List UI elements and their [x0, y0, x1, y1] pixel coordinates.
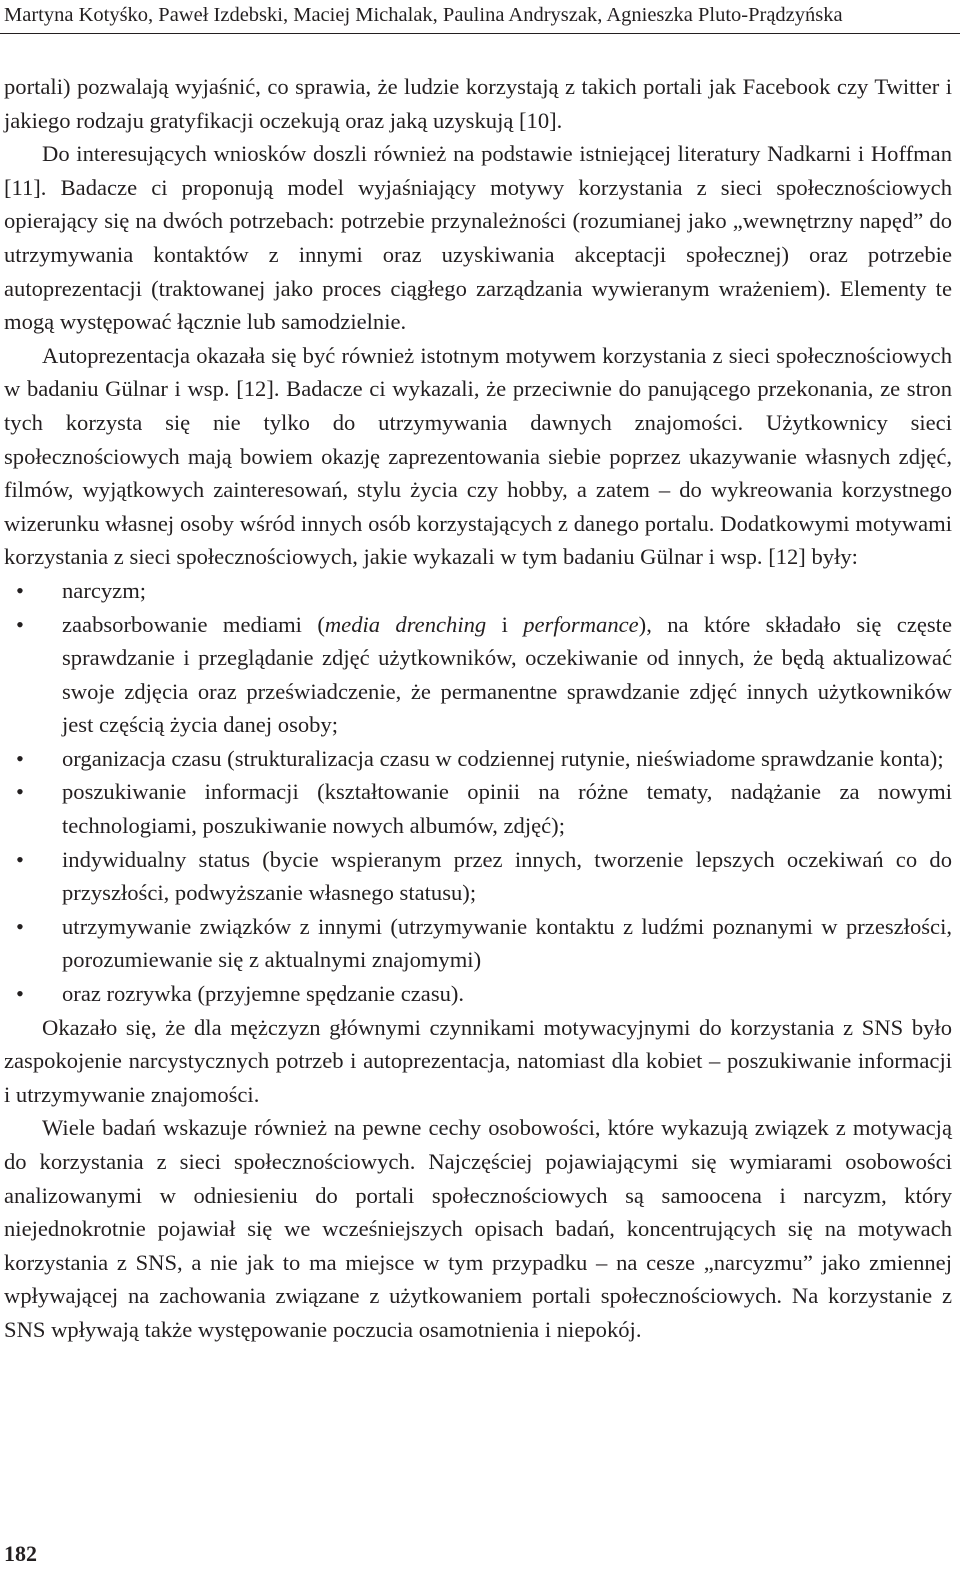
bullet-icon: • — [16, 611, 24, 637]
bullet-icon: • — [16, 779, 24, 805]
paragraph-4: Okazało się, że dla mężczyzn głównymi czynnikami motywacyjnymi do korzystania z SNS było zaspokojenie narcystycznych potrzeb i autoprezentacja, natomiast dla kobiet – poszukiwanie informacji i utrzymywanie znajomości. — [4, 1014, 952, 1107]
list-item-text: utrzymywanie związków z innymi (utrzymywanie kontaktu z ludźmi poznanymi w przeszłości, porozumiewanie się z aktualnymi znajomymi) — [62, 913, 952, 973]
header-rule — [0, 33, 960, 34]
bullet-icon: • — [16, 577, 24, 603]
paragraph-2: Do interesujących wniosków doszli również na podstawie istniejącej literatury Nadkarni i Hoffman [11]. Badacze ci proponują model wyjaśniający motywy korzystania z sieci społecznościowych opierający się na dwóch potrzebach: potrzebie przynależności (rozumianej jako „wewnętrzny napęd” do utrzymywania kontaktów z innymi oraz uzyskiwania akceptacji społecznej) oraz potrzebie autoprezentacji (traktowanej jako proces ciągłego zarządzania wywieranym wrażeniem). Elementy te mogą występować łącznie lub samodzielnie. — [4, 141, 952, 335]
bullet-icon: • — [16, 745, 24, 771]
header-authors: Martyna Kotyśko, Paweł Izdebski, Maciej Michalak, Paulina Andryszak, Agnieszka Pluto-Prądzyńska — [4, 4, 843, 26]
list-item — [4, 775, 952, 842]
bullet-icon: • — [16, 913, 24, 939]
list-item-text: oraz rozrywka (przyjemne spędzanie czasu). — [62, 981, 465, 1007]
paragraph-5: Wiele badań wskazuje również na pewne cechy osobowości, które wykazują związek z motywacją do korzystania z sieci społecznościowych. Najczęściej pojawiającymi się wymiarami osobowości analizowanymi w odniesieniu do portali społecznościowych są samoocena i narcyzm, który niejednokrotnie pojawiał się we wcześniejszych opisach badań, koncentrujących się na motywach korzystania z SNS, a nie jak to ma miejsce w tym przypadku – na cesze „narcyzmu” jako zmiennej wpływającej na zachowania związane z użytkowaniem portali społecznościowych. Na korzystanie z SNS wpływają także występowanie poczucia osamotnienia i niepokój. — [4, 1115, 952, 1342]
list-item — [4, 608, 952, 742]
term-performance: performance — [523, 611, 639, 637]
bullet-icon: • — [16, 981, 24, 1007]
list-item — [4, 574, 952, 608]
running-header — [4, 2, 956, 28]
term-media-drenching: media drenching — [324, 611, 487, 637]
list-item-text-mid: i — [486, 611, 524, 637]
list-item — [4, 977, 952, 1011]
list-item-text: indywidualny status (bycie wspieranym przez innych, tworzenie lepszych oczekiwań co do przyszłości, podwyższanie własnego statusu); — [62, 846, 952, 906]
list-item-text: narcyzm; — [62, 577, 147, 603]
list-item — [4, 910, 952, 977]
motives-list — [4, 574, 952, 1011]
page-number: 182 — [4, 1541, 37, 1566]
paragraph-1: portali) pozwalają wyjaśnić, co sprawia, że ludzie korzystają z takich portali jak Facebook czy Twitter i jakiego rodzaju gratyfikacji oczekują oraz jaką uzyskują [10]. — [4, 74, 952, 133]
list-item-text: organizacja czasu (strukturalizacja czasu w codziennej rutynie, nieświadome sprawdzanie konta); — [62, 745, 944, 771]
bullet-icon: • — [16, 846, 24, 872]
paragraph-3: Autoprezentacja okazała się być również istotnym motywem korzystania z sieci społecznościowych w badaniu Gülnar i wsp. [12]. Badacze ci wykazali, że przeciwnie do panującego przekonania, ze stron tych korzysta się nie tylko do utrzymywania dawnych znajomości. Użytkownicy sieci społecznościowych mają bowiem okazję zaprezentowania siebie poprzez ukazywanie własnych zdjęć, filmów, wyjątkowych zainteresowań, stylu życia czy hobby, a zatem – do wykreowania korzystnego wizerunku własnej osoby wśród innych osób korzystających z danego portalu. Dodatkowymi motywami korzystania z sieci społecznościowych, jakie wykazali w tym badaniu Gülnar i wsp. [12] były: — [4, 342, 952, 570]
list-item — [4, 843, 952, 910]
list-item-text-before: zaabsorbowanie mediami ( — [62, 611, 325, 637]
list-item-text-after: ), na które składało się częste sprawdzanie i przeglądanie zdjęć użytkowników, oczekiwanie od innych, że będą aktualizować swoje zdjęcia oraz przeświadczenie, że permanentne sprawdzanie zdjęć innych użytkowników jest częścią życia danej osoby; — [62, 611, 952, 738]
article-body — [4, 70, 952, 1347]
list-item — [4, 742, 952, 776]
list-item-text: poszukiwanie informacji (kształtowanie opinii na różne tematy, nadążanie za nowymi technologiami, poszukiwanie nowych albumów, zdjęć); — [62, 779, 952, 839]
